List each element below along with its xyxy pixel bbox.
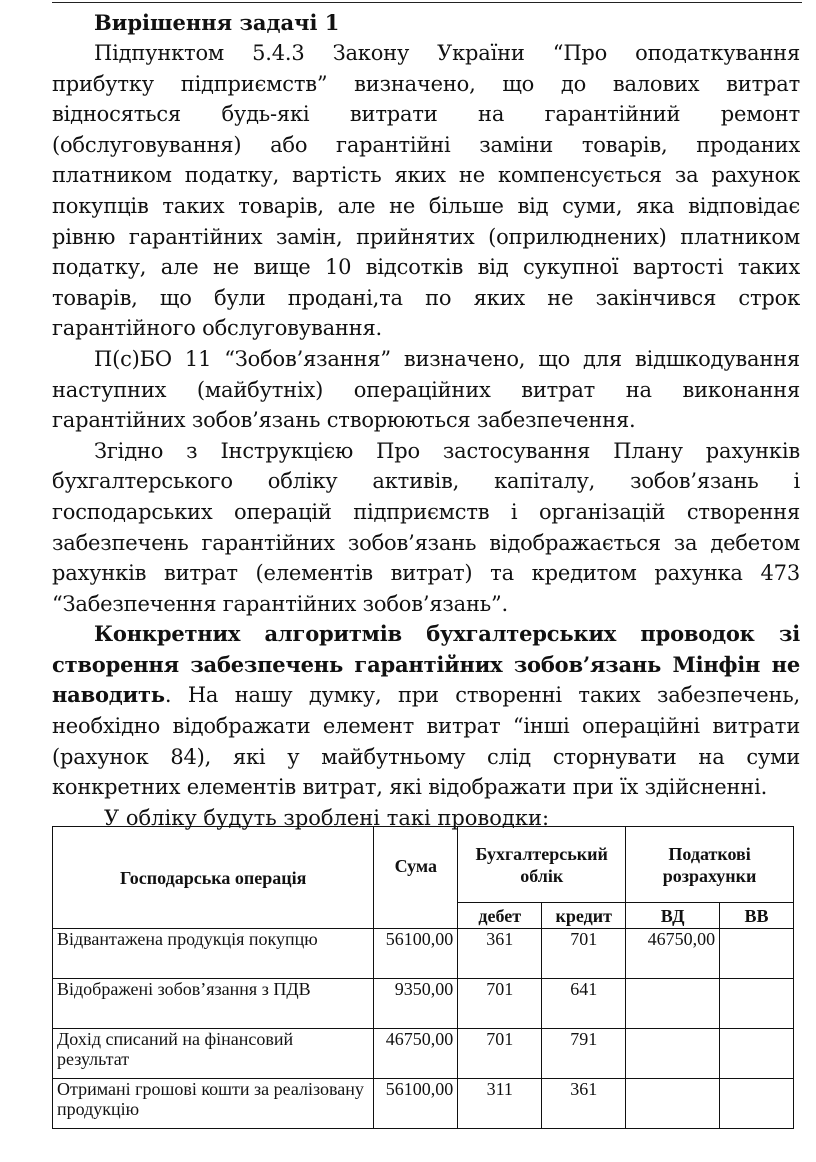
cell-vd — [626, 1029, 720, 1079]
paragraph-law: Підпунктом 5.4.3 Закону України “Про оподаткування прибутку підприємств” визначено, що до валових витрат відносяться будь-які витрати на гарантійний ремонт (обслуговування) або гарантійні заміни товарів, проданих платником податку, вартість яких не компенсується за рахунок покупців таких товарів, але не більше від суми, яка відповідає рівню гарантійних замін, прийнятих (оприлюднених) платником податку, але не вище 10 відсотків від сукупної вартості таких товарів, що були продані,та по яких не закінчився строк гарантійного обслуговування. — [52, 41, 800, 341]
cell-debit: 701 — [458, 979, 542, 1029]
cell-credit: 791 — [542, 1029, 626, 1079]
cell-vv — [720, 979, 794, 1029]
paragraph-opinion-bold: Конкретних алгоритмів бухгалтерських проводок зі створення забезпечень гарантійних зобов’язань Мінфін не наводить — [52, 621, 800, 708]
cell-operation: Дохід списаний на фінансовий результат — [53, 1029, 374, 1079]
table-row — [53, 1029, 794, 1079]
cell-sum: 9350,00 — [374, 979, 458, 1029]
cell-sum: 56100,00 — [374, 929, 458, 979]
header-vd: ВД — [626, 903, 720, 929]
paragraph-instruction: Згідно з Інструкцією Про застосування Плану рахунків бухгалтерського обліку активів, капіталу, зобов’язань і господарських операцій підприємств і організацій створення забезпечень гарантійних зобов’язань відображається за дебетом рахунків витрат (елементів витрат) та кредитом рахунка 473 “Забезпечення гарантійних зобов’язань”. — [52, 438, 800, 616]
cell-debit: 361 — [458, 929, 542, 979]
cell-sum: 46750,00 — [374, 1029, 458, 1079]
table-row — [53, 979, 794, 1029]
cell-operation: Відвантажена продукція покупцю — [53, 929, 374, 979]
cell-credit: 701 — [542, 929, 626, 979]
paragraph-standard: П(с)БО 11 “Зобов’язання” визначено, що для відшкодування наступних (майбутніх) операційних витрат на виконання гарантійних зобов’язань створюються забезпечення. — [52, 346, 800, 433]
cell-vd — [626, 979, 720, 1029]
header-accounting: Бухгалтерський облік — [458, 827, 626, 903]
cell-credit: 641 — [542, 979, 626, 1029]
cell-operation: Відображені зобов’язання з ПДВ — [53, 979, 374, 1029]
cell-vd — [626, 1079, 720, 1129]
entries-table — [52, 826, 794, 1129]
paragraph-opinion-rest: . На нашу думку, при створенні таких забезпечень, необхідно відображати елемент витрат “інші операційні витрати (рахунок 84), які у майбутньому слід сторнувати на суми конкретних елементів витрат, які відображати при їх здійсненні. — [52, 683, 800, 800]
header-vv: ВВ — [720, 903, 794, 929]
header-operation: Господарська операція — [53, 827, 374, 929]
paragraph-opinion — [52, 619, 800, 803]
cell-vv — [720, 1029, 794, 1079]
cell-debit: 311 — [458, 1079, 542, 1129]
top-rule — [52, 2, 802, 3]
header-debit: дебет — [458, 903, 542, 929]
header-tax: Податкові розрахунки — [626, 827, 794, 903]
table-row — [53, 929, 794, 979]
cell-operation: Отримані грошові кошти за реалізовану продукцію — [53, 1079, 374, 1129]
cell-vv — [720, 1079, 794, 1129]
table-intro: У обліку будуть зроблені такі проводки: — [104, 805, 550, 830]
cell-credit: 361 — [542, 1079, 626, 1129]
header-credit: кредит — [542, 903, 626, 929]
cell-vv — [720, 929, 794, 979]
table-header-row — [53, 827, 794, 903]
document-body — [52, 8, 800, 833]
header-sum: Сума — [374, 827, 458, 929]
table-row — [53, 1079, 794, 1129]
section-heading: Вирішення задачі 1 — [94, 10, 340, 35]
cell-debit: 701 — [458, 1029, 542, 1079]
cell-sum: 56100,00 — [374, 1079, 458, 1129]
cell-vd: 46750,00 — [626, 929, 720, 979]
